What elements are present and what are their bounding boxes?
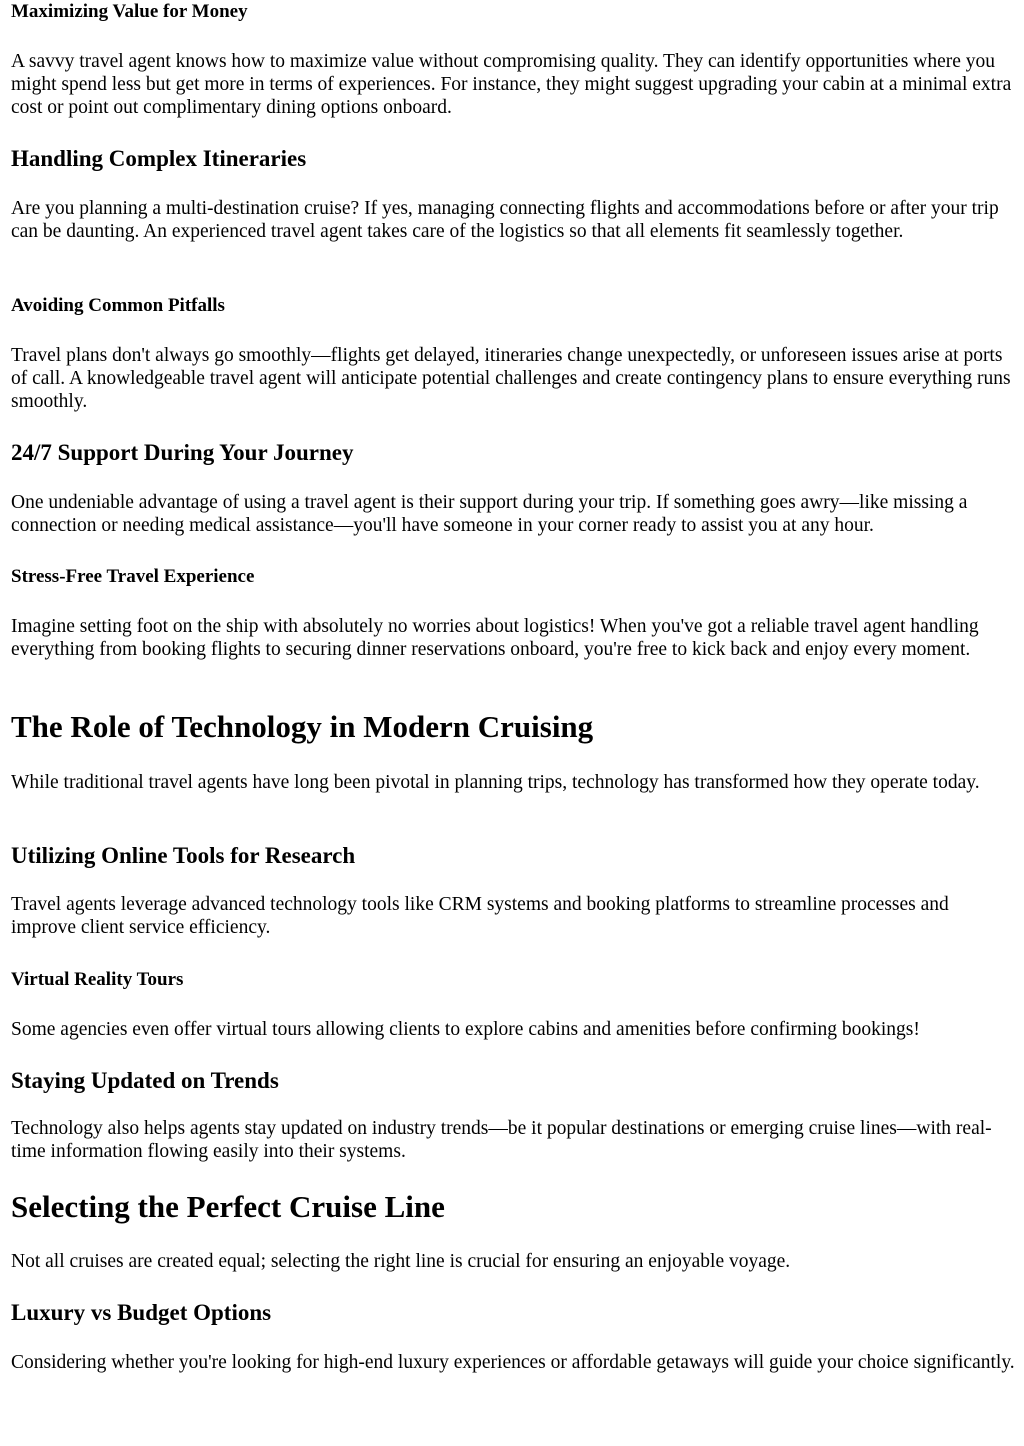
heading-virtual-reality: Virtual Reality Tours [11, 969, 184, 990]
paragraph-online-tools: Travel agents leverage advanced technology tools like CRM systems and booking platforms to streamline processes and improve client service efficiency. [11, 894, 949, 939]
paragraph-virtual-reality: Some agencies even offer virtual tours allowing clients to explore cabins and amenities before confirming bookings! [11, 1019, 920, 1040]
paragraph-maximizing-value: A savvy travel agent knows how to maximize value without compromising quality. They can identify opportunities where you might spend less but get more in terms of experiences. For instance, they might suggest upgrading your cabin at a minimal extra cost or point out complimentary dining options onboard. [11, 51, 1012, 119]
heading-luxury-budget: Luxury vs Budget Options [11, 1300, 272, 1325]
heading-trends: Staying Updated on Trends [11, 1068, 279, 1093]
paragraph-luxury-budget: Considering whether you're looking for high-end luxury experiences or affordable getaways will guide your choice significantly. [11, 1352, 1015, 1373]
heading-support: 24/7 Support During Your Journey [11, 440, 354, 465]
paragraph-complex-itineraries: Are you planning a multi-destination cruise? If yes, managing connecting flights and accommodations before or after your trip can be daunting. An experienced travel agent takes care of the logistics so that all elements fit seamlessly together. [11, 198, 999, 243]
heading-online-tools: Utilizing Online Tools for Research [11, 843, 356, 868]
paragraph-trends: Technology also helps agents stay updated on industry trends—be it popular destinations or emerging cruise lines—with real-time information flowing easily into their systems. [11, 1118, 992, 1163]
heading-cruise-line: Selecting the Perfect Cruise Line [11, 1189, 445, 1224]
heading-maximizing-value: Maximizing Value for Money [11, 1, 248, 22]
paragraph-technology: While traditional travel agents have long been pivotal in planning trips, technology has transformed how they operate today. [11, 772, 980, 793]
paragraph-stress-free: Imagine setting foot on the ship with absolutely no worries about logistics! When you've got a reliable travel agent handling everything from booking flights to securing dinner reservations onboard, you're free to kick back and enjoy every moment. [11, 616, 979, 661]
heading-complex-itineraries: Handling Complex Itineraries [11, 146, 307, 171]
paragraph-cruise-line: Not all cruises are created equal; selecting the right line is crucial for ensuring an enjoyable voyage. [11, 1251, 791, 1272]
paragraph-common-pitfalls: Travel plans don't always go smoothly—flights get delayed, itineraries change unexpectedly, or unforeseen issues arise at ports of call. A knowledgeable travel agent will anticipate potential challenges and create contingency plans to ensure everything runs smoothly. [11, 345, 1011, 413]
paragraph-support: One undeniable advantage of using a travel agent is their support during your trip. If something goes awry—like missing a connection or needing medical assistance—you'll have someone in your corner ready to assist you at any hour. [11, 492, 968, 537]
heading-stress-free: Stress-Free Travel Experience [11, 566, 255, 587]
heading-common-pitfalls: Avoiding Common Pitfalls [11, 295, 225, 316]
heading-technology: The Role of Technology in Modern Cruising [11, 709, 594, 744]
